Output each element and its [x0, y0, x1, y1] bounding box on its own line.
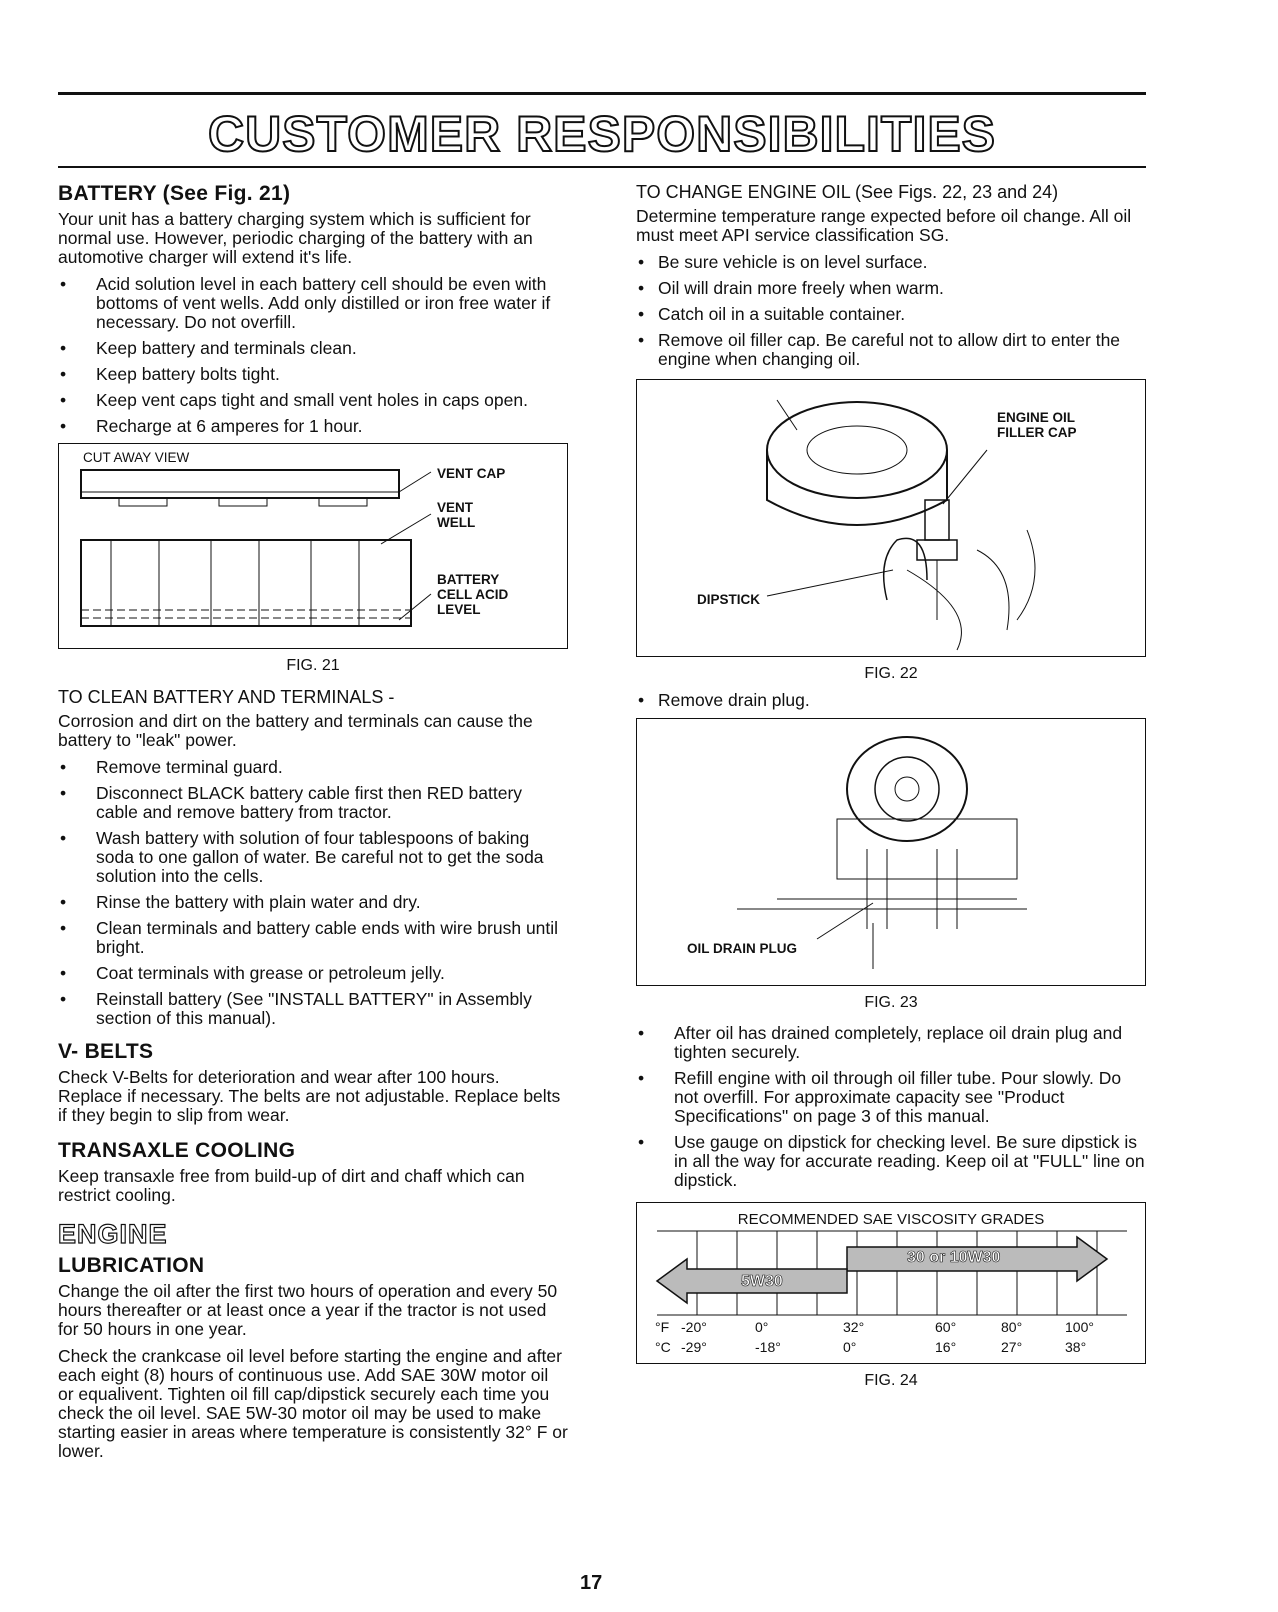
lubrication-heading: LUBRICATION — [58, 1254, 205, 1277]
grade-low-label: 5W30 — [741, 1273, 783, 1290]
list-item: • Remove terminal guard. — [58, 758, 568, 777]
acid-level-label: BATTERY CELL ACID LEVEL — [437, 572, 509, 617]
transaxle-text: Keep transaxle free from build-up of dirt and chaff which can restrict cooling. — [58, 1166, 525, 1205]
oil-intro: Determine temperature range expected before oil change. All oil must meet API service classification SG. — [636, 206, 1132, 245]
list-item: • Remove oil filler cap. Be careful not to allow dirt to enter the engine when changing oil. — [636, 331, 1146, 369]
list-item: • Coat terminals with grease or petroleum jelly. — [58, 964, 568, 983]
vbelts-heading: V- BELTS — [58, 1040, 154, 1063]
fig22-engine-filler — [636, 379, 1146, 657]
list-item: • Refill engine with oil through oil filler tube. Pour slowly. Do not overfill. For approximate capacity see "Product Specifications" on page 3 of this manual. — [636, 1069, 1146, 1126]
vent-well-label: VENT WELL — [437, 500, 476, 530]
fig21-caption: FIG. 21 — [286, 657, 340, 674]
f-tick: 32° — [843, 1319, 865, 1335]
f-tick: 100° — [1065, 1319, 1094, 1335]
cutaway-label: CUT AWAY VIEW — [83, 450, 190, 465]
f-tick: 80° — [1001, 1319, 1023, 1335]
f-tick: 0° — [755, 1319, 769, 1335]
list-item: • Keep battery bolts tight. — [58, 365, 568, 384]
list-item: • Catch oil in a suitable container. — [636, 305, 1146, 324]
vbelts-text: Check V-Belts for deterioration and wear after 100 hours. Replace if necessary. The belts are not adjustable. Replace belts if they begin to slip from wear. — [58, 1067, 561, 1125]
clean-intro: Corrosion and dirt on the battery and terminals can cause the battery to "leak" power. — [58, 711, 533, 750]
fig24-caption: FIG. 24 — [864, 1372, 918, 1389]
clean-heading: TO CLEAN BATTERY AND TERMINALS - — [58, 687, 395, 707]
list-item: • Oil will drain more freely when warm. — [636, 279, 1146, 298]
c-tick: 16° — [935, 1339, 957, 1355]
list-item: • Keep vent caps tight and small vent holes in caps open. — [58, 391, 568, 410]
transaxle-heading: TRANSAXLE COOLING — [58, 1139, 296, 1162]
title-underline — [58, 166, 1146, 168]
drain-list — [636, 691, 1146, 710]
c-tick: 0° — [843, 1339, 857, 1355]
page-title: CUSTOMER RESPONSIBILITIES — [207, 106, 997, 162]
c-tick: 38° — [1065, 1339, 1087, 1355]
battery-list — [58, 275, 568, 436]
battery-intro: Your unit has a battery charging system which is sufficient for normal use. However, periodic charging of the battery with an automotive charger will extend it's life. — [58, 209, 533, 267]
list-item: • Rinse the battery with plain water and dry. — [58, 893, 568, 912]
viscosity-title: RECOMMENDED SAE VISCOSITY GRADES — [737, 1211, 1045, 1228]
list-item: • Wash battery with solution of four tablespoons of baking soda to one gallon of water. Be careful not to get the soda solution into the cells. — [58, 829, 568, 886]
refill-list — [636, 1024, 1146, 1190]
list-item: • Disconnect BLACK battery cable first then RED battery cable and remove battery from tractor. — [58, 784, 568, 822]
c-scale-label: °C — [655, 1339, 671, 1355]
fig21-battery-cutaway — [58, 443, 568, 649]
c-tick: -18° — [755, 1339, 781, 1355]
fig24-viscosity-chart — [636, 1202, 1146, 1364]
list-item: • Acid solution level in each battery cell should be even with bottoms of vent wells. Add only distilled or iron free water if necessary. Do not overfill. — [58, 275, 568, 332]
oil-list — [636, 253, 1146, 369]
list-item: • Keep battery and terminals clean. — [58, 339, 568, 358]
filler-cap-label: ENGINE OIL FILLER CAP — [997, 410, 1077, 440]
battery-heading: BATTERY (See Fig. 21) — [58, 182, 291, 205]
fig23-caption: FIG. 23 — [864, 994, 918, 1011]
f-tick: 60° — [935, 1319, 957, 1335]
grade-high-label: 30 or 10W30 — [907, 1249, 1001, 1266]
f-scale-label: °F — [655, 1319, 670, 1335]
lubrication-p1: Change the oil after the first two hours of operation and every 50 hours thereafter or at least once a year if the tractor is not used for 50 hours in one year. — [58, 1281, 558, 1339]
c-tick: 27° — [1001, 1339, 1023, 1355]
clean-list — [58, 758, 568, 1028]
list-item: • Recharge at 6 amperes for 1 hour. — [58, 417, 568, 436]
c-tick: -29° — [681, 1339, 707, 1355]
lubrication-p2: Check the crankcase oil level before starting the engine and after each eight (8) hours of continuous use. Add SAE 30W motor oil or equalivent. Tighten oil fill cap/dipstick securely each time you check the oil level. SAE 5W-30 motor oil may be used to make starting easier in areas where temperature is consistently 32° F or lower. — [58, 1346, 568, 1461]
list-item: • Be sure vehicle is on level surface. — [636, 253, 1146, 272]
engine-heading: ENGINE — [58, 1219, 168, 1249]
list-item: • Reinstall battery (See "INSTALL BATTERY" in Assembly section of this manual). — [58, 990, 568, 1028]
list-item: • After oil has drained completely, replace oil drain plug and tighten securely. — [636, 1024, 1146, 1062]
top-rule — [58, 92, 1146, 95]
list-item: • Use gauge on dipstick for checking level. Be sure dipstick is in all the way for accurate reading. Keep oil at "FULL" line on dipstick. — [636, 1133, 1146, 1190]
dipstick-label: DIPSTICK — [697, 592, 761, 607]
fig22-caption: FIG. 22 — [864, 665, 918, 682]
left-column — [58, 182, 568, 1469]
list-item: • Clean terminals and battery cable ends with wire brush until bright. — [58, 919, 568, 957]
drain-plug-label: OIL DRAIN PLUG — [687, 941, 798, 956]
f-tick: -20° — [681, 1319, 707, 1335]
list-item: • Remove drain plug. — [636, 691, 1146, 710]
right-column — [636, 182, 1146, 1402]
vent-cap-label: VENT CAP — [437, 466, 506, 481]
page-number: 17 — [580, 1572, 603, 1594]
fig23-drain-plug — [636, 718, 1146, 986]
oil-heading: TO CHANGE ENGINE OIL (See Figs. 22, 23 and 24) — [636, 182, 1059, 202]
